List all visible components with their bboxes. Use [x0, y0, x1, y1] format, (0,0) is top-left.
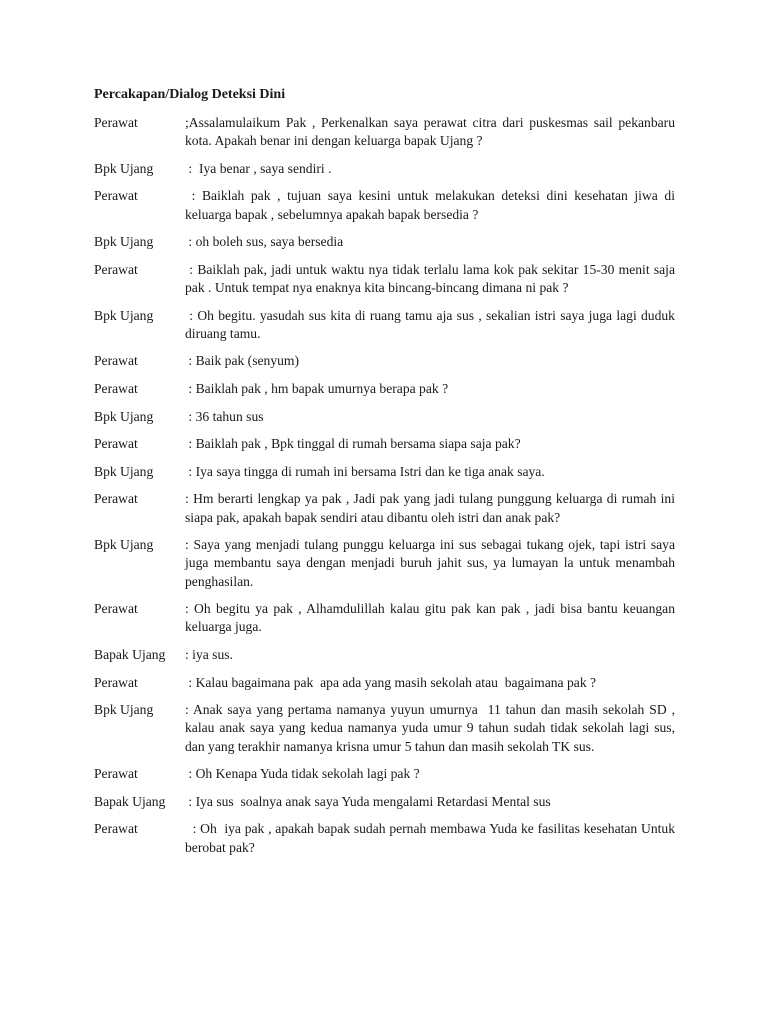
utterance-text: : Baiklah pak , tujuan saya kesini untuk melakukan deteksi dini kesehatan jiwa di keluarga bapak , sebelumnya apakah bapak bersedia ? — [185, 188, 679, 222]
utterance-text: : Hm berarti lengkap ya pak , Jadi pak yang jadi tulang punggung keluarga di rumah ini siapa pak, apakah bapak sendiri atau dibantu oleh istri dan anak pak? — [185, 491, 679, 525]
speaker-label: Bpk Ujang — [94, 160, 154, 176]
speaker-label: Bapak Ujang — [94, 646, 166, 662]
dialog-row — [94, 701, 679, 756]
speaker-label: Perawat — [94, 674, 138, 690]
dialog-list — [94, 114, 682, 866]
speaker-label: Bpk Ujang — [94, 702, 154, 718]
speaker-label: Perawat — [94, 436, 138, 452]
dialog-row — [94, 261, 682, 297]
document-title: Percakapan/Dialog Deteksi Dini — [94, 87, 286, 102]
dialog-row — [94, 646, 675, 664]
speaker-label: Perawat — [94, 601, 138, 617]
dialog-row — [94, 674, 675, 692]
utterance-text: : Saya yang menjadi tulang punggu keluarga ini sus sebagai tukang ojek, tapi istri saya juga membantu saya dengan menjadi buruh jahit sus, ya lumayan la untuk menambah penghasilan. — [185, 537, 679, 589]
speaker-label: Bapak Ujang — [94, 793, 166, 809]
dialog-row — [94, 463, 675, 481]
dialog-row — [94, 765, 675, 783]
utterance-text: : iya sus. — [185, 646, 233, 662]
utterance-text: : Oh begitu. yasudah sus kita di ruang tamu aja sus , sekalian istri saya juga lagi duduk diruang tamu. — [185, 307, 679, 341]
utterance-text: : Oh begitu ya pak , Alhamdulillah kalau gitu pak kan pak , jadi bisa bantu keuangan keluarga juga. — [185, 601, 679, 635]
speaker-label: Perawat — [94, 491, 138, 507]
utterance-text: ;Assalamulaikum Pak , Perkenalkan saya perawat citra dari puskesmas sail pekanbaru kota. Apakah benar ini dengan keluarga bapak Ujang ? — [185, 115, 679, 149]
utterance-text: : Baiklah pak , hm bapak umurnya berapa pak ? — [185, 380, 449, 396]
speaker-label: Bpk Ujang — [94, 234, 154, 250]
speaker-label: Perawat — [94, 261, 138, 277]
utterance-text: : Baiklah pak, jadi untuk waktu nya tidak terlalu lama kok pak sekitar 15-30 menit saja pak . Untuk tempat nya enaknya kita bincang-bincang dimana ni pak ? — [185, 261, 682, 295]
utterance-text: : Oh Kenapa Yuda tidak sekolah lagi pak ? — [185, 766, 420, 782]
speaker-label: Perawat — [94, 821, 138, 837]
speaker-label: Perawat — [94, 766, 138, 782]
utterance-text: : Baik pak (senyum) — [185, 353, 300, 369]
dialog-row — [94, 307, 679, 343]
dialog-row — [94, 600, 679, 636]
dialog-row — [94, 352, 675, 370]
dialog-row — [94, 793, 675, 811]
dialog-row — [94, 233, 675, 251]
dialog-row — [94, 536, 679, 591]
dialog-row — [94, 820, 679, 856]
utterance-text: : Baiklah pak , Bpk tinggal di rumah bersama siapa saja pak? — [185, 436, 521, 452]
dialog-row — [94, 490, 679, 526]
dialog-row — [94, 114, 679, 150]
utterance-text: : 36 tahun sus — [185, 408, 264, 424]
utterance-text: : Iya benar , saya sendiri . — [185, 160, 332, 176]
speaker-label: Perawat — [94, 380, 138, 396]
speaker-label: Bpk Ujang — [94, 408, 154, 424]
utterance-text: : Kalau bagaimana pak apa ada yang masih sekolah atau bagaimana pak ? — [185, 674, 597, 690]
speaker-label: Perawat — [94, 353, 138, 369]
utterance-text: : Anak saya yang pertama namanya yuyun umurnya 11 tahun dan masih sekolah SD , kalau anak saya yang kedua namanya yuda umur 9 tahun sudah tidak sekolah lagi sus, dan yang terakhir namanya krisna umur 5 tahun dan masih sekolah TK sus. — [185, 702, 679, 754]
speaker-label: Bpk Ujang — [94, 463, 154, 479]
speaker-label: Perawat — [94, 188, 138, 204]
speaker-label: Bpk Ujang — [94, 307, 154, 323]
dialog-row — [94, 435, 675, 453]
dialog-row — [94, 187, 679, 223]
speaker-label: Bpk Ujang — [94, 537, 154, 553]
utterance-text: : Iya saya tingga di rumah ini bersama Istri dan ke tiga anak saya. — [185, 463, 545, 479]
speaker-label: Perawat — [94, 115, 138, 130]
dialog-row — [94, 160, 675, 178]
utterance-text: : Iya sus soalnya anak saya Yuda mengalami Retardasi Mental sus — [185, 793, 551, 809]
utterance-text: : oh boleh sus, saya bersedia — [185, 234, 344, 250]
dialog-row — [94, 408, 675, 426]
dialog-row — [94, 380, 675, 398]
utterance-text: : Oh iya pak , apakah bapak sudah pernah membawa Yuda ke fasilitas kesehatan Untuk berobat pak? — [185, 821, 679, 855]
